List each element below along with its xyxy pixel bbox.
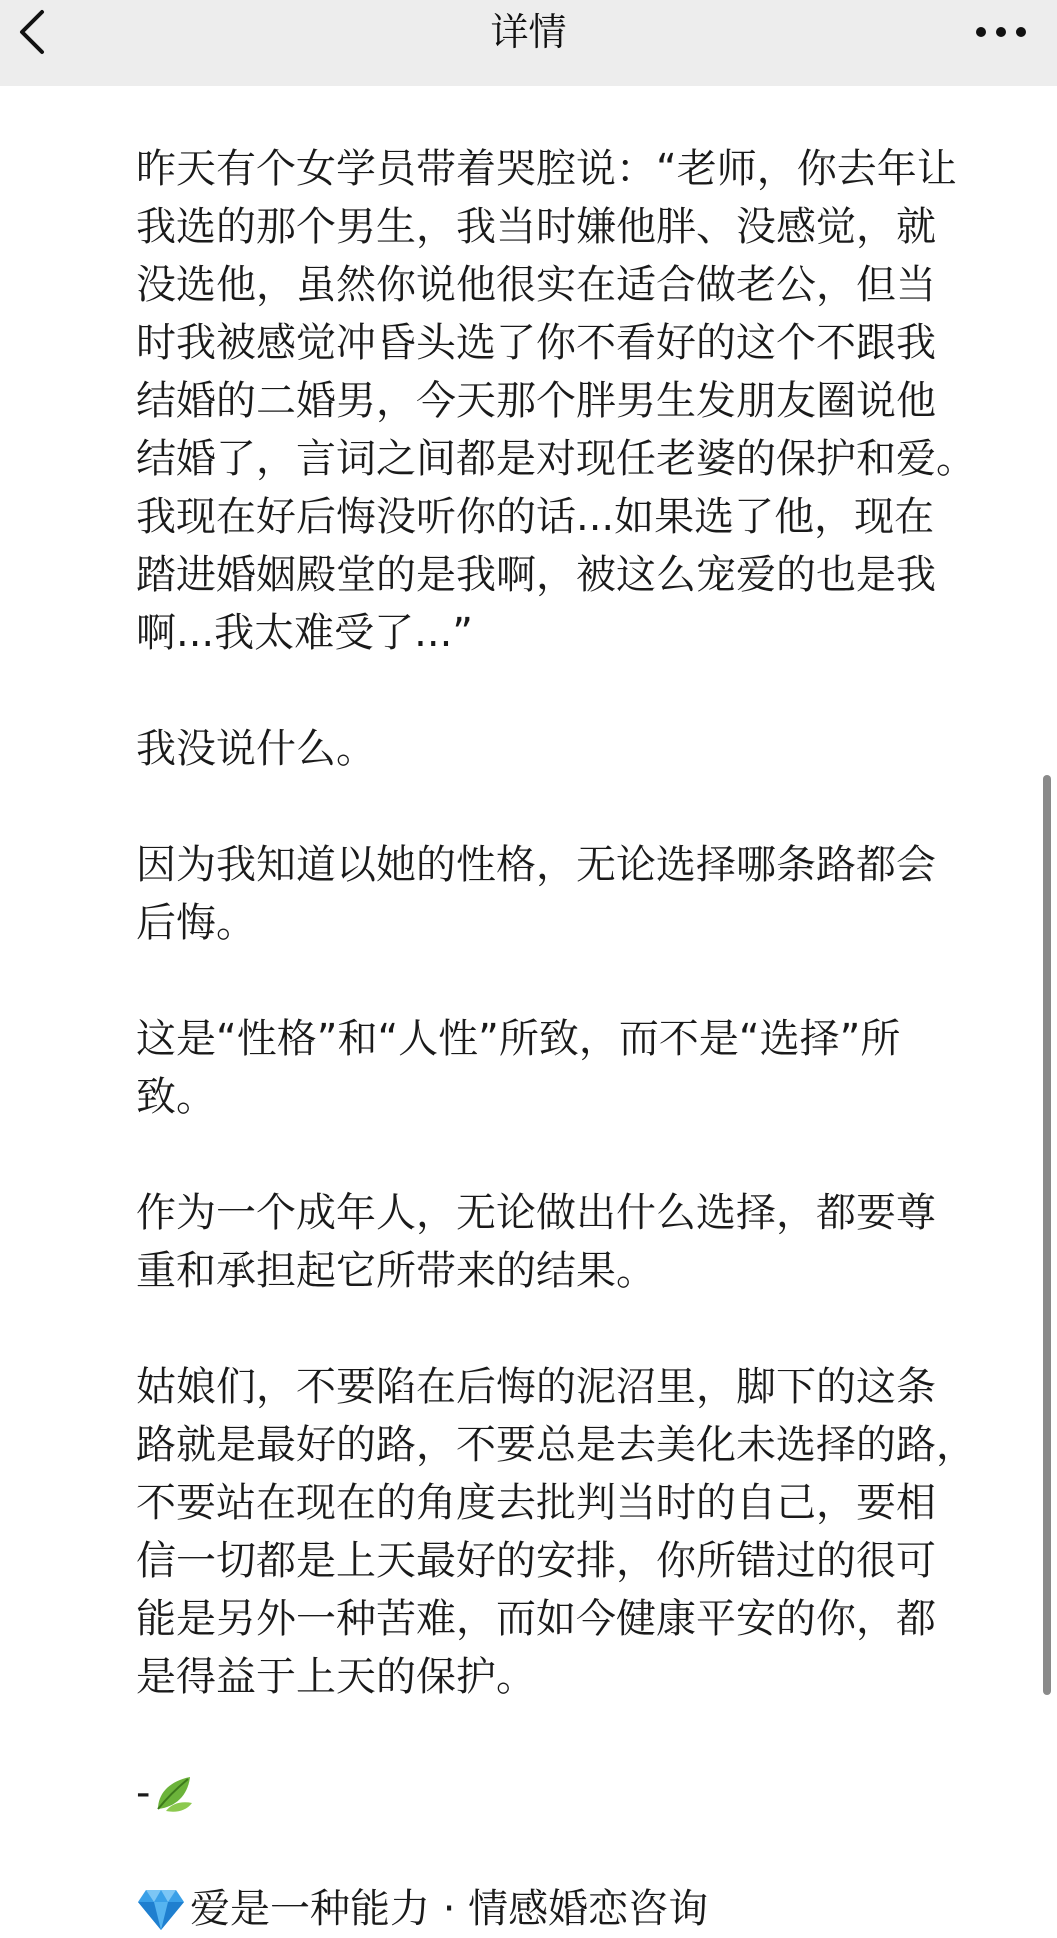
article-paragraph: 作为一个成年人，无论做出什么选择，都要尊 重和承担起它所带来的结果。: [136, 1190, 936, 1294]
article-paragraph: 姑娘们，不要陷在后悔的泥沼里，脚下的这条 路就是最好的路，不要总是去美化未选择的路， 不要站在现在的角度去批判当时的自己，要相 信一切都是上天最好的安排，你所错过的很可 能是另外一种苦难，而如今健康平安的你，都 是得益于上天的保护。: [136, 1364, 976, 1700]
footer-signature: [136, 1880, 1036, 1938]
article-body: [136, 140, 1036, 1938]
scrollbar[interactable]: [1043, 775, 1051, 1695]
article-paragraph: 我没说什么。: [136, 726, 376, 772]
signature-dash: -: [136, 1770, 151, 1816]
article-paragraph: 这是“性格”和“人性”所致，而不是“选择”所 致。: [136, 1016, 901, 1120]
more-dots-icon: [971, 12, 1031, 52]
page-title: 详情: [490, 10, 567, 54]
article-paragraph: 昨天有个女学员带着哭腔说：“老师，你去年让 我选的那个男生，我当时嫌他胖、没感觉，就 没选他，虽然你说他很实在适合做老公，但当 时我被感觉冲昏头选了你不看好的这个不跟我 结婚的二婚男，今天那个胖男生发朋友圈说他 结婚了，言词之间都是对现任老婆的保护和爱。 我现在好后悔没听你的话...如果选了他，现在 踏进婚姻殿堂的是我啊，被这么宠爱的也是我 啊...我太难受了...”: [136, 146, 976, 656]
gem-icon: [136, 1886, 186, 1932]
nav-bar: [0, 0, 1057, 86]
footer-text: 爱是一种能力 · 情感婚恋咨询: [190, 1886, 709, 1932]
more-button[interactable]: [971, 12, 1031, 52]
article-paragraph: 因为我知道以她的性格，无论选择哪条路都会 后悔。: [136, 842, 936, 946]
leaf-icon: [152, 1771, 196, 1815]
signature-line: [136, 1764, 1036, 1822]
